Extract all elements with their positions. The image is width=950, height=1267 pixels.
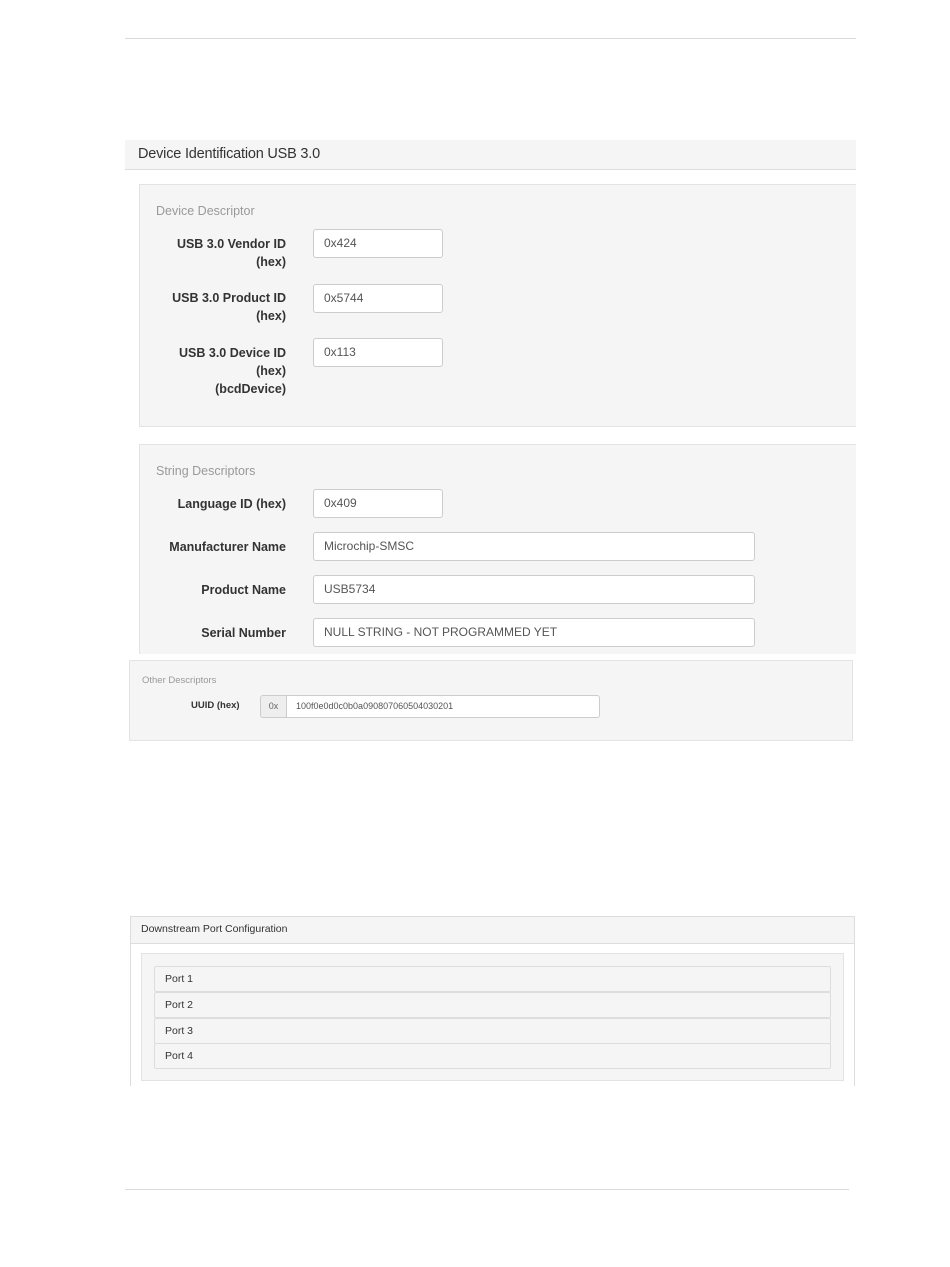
language-id-input[interactable]: 0x409 [313,489,443,518]
port-3-label: Port 3 [165,1025,194,1037]
product-id-label-line2: (hex) [256,309,286,323]
string-descriptors-panel [139,444,856,654]
device-descriptor-legend: Device Descriptor [156,204,255,218]
port-4-item[interactable] [154,1043,831,1069]
other-descriptors-legend: Other Descriptors [142,675,217,686]
product-id-label-line1: USB 3.0 Product ID [172,291,286,305]
device-id-input[interactable]: 0x113 [313,338,443,367]
device-identification-header [125,140,856,170]
port-4-label: Port 4 [165,1050,194,1062]
downstream-port-title: Downstream Port Configuration [141,923,288,935]
bottom-divider [125,1189,849,1190]
downstream-port-panel [130,916,855,1086]
manufacturer-input[interactable]: Microchip-SMSC [313,532,755,561]
manufacturer-label: Manufacturer Name [169,540,286,554]
uuid-label: UUID (hex) [191,700,240,711]
string-descriptors-legend: String Descriptors [156,464,256,478]
device-identification-title: Device Identification USB 3.0 [138,146,320,162]
port-2-label: Port 2 [165,999,194,1011]
other-descriptors-panel [129,660,853,741]
downstream-port-header [131,917,854,944]
language-id-label: Language ID (hex) [177,497,286,511]
port-2-item[interactable] [154,992,831,1018]
port-1-label: Port 1 [165,973,194,985]
serial-number-input[interactable]: NULL STRING - NOT PROGRAMMED YET [313,618,755,647]
port-3-item[interactable] [154,1018,831,1044]
device-descriptor-panel [139,184,856,427]
port-1-item[interactable] [154,966,831,992]
vendor-id-label-line1: USB 3.0 Vendor ID [176,237,286,251]
vendor-id-input[interactable]: 0x424 [313,229,443,258]
uuid-input[interactable]: 100f0e0d0c0b0a090807060504030201 [286,695,600,718]
device-id-label-line2: (hex) [256,364,286,378]
product-name-label: Product Name [201,583,286,597]
downstream-port-list [141,953,844,1081]
top-divider [125,38,856,39]
serial-number-label: Serial Number [201,626,286,640]
vendor-id-label-line2: (hex) [256,255,286,269]
device-id-label-line1: USB 3.0 Device ID [179,346,286,360]
device-id-label-line3: (bcdDevice) [215,382,286,396]
uuid-prefix-addon: 0x [260,695,287,718]
product-id-input[interactable]: 0x5744 [313,284,443,313]
product-name-input[interactable]: USB5734 [313,575,755,604]
